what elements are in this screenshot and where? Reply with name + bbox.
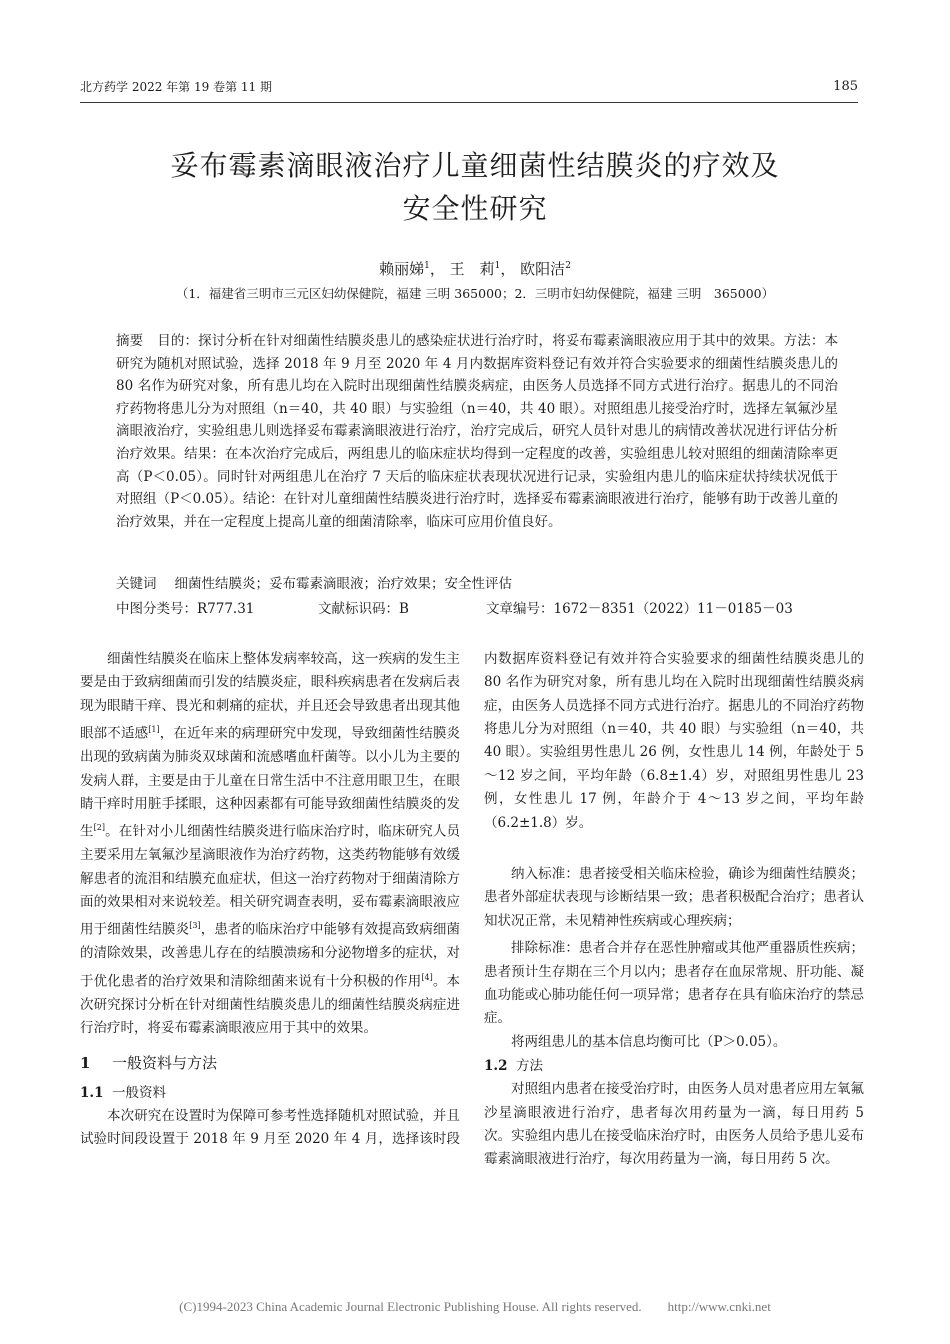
citation: [1] <box>148 725 160 735</box>
subsection-number: 1.2 <box>484 1058 508 1075</box>
keywords <box>116 573 838 595</box>
author-name: 欧阳洁 <box>520 260 566 278</box>
subsection-heading <box>80 1081 460 1105</box>
citation: [2] <box>93 823 105 833</box>
subsection-heading <box>484 1054 864 1078</box>
citation: [4] <box>421 972 433 982</box>
method-paragraph: 对照组内患者在接受治疗时，由医务人员对患者应用左氧氟沙星滴眼液进行治疗，患者每次用药量为一滴，每日用药 5 次。实验组内患儿在接受临床治疗时，由医务人员给予患儿妥布霉素滴眼液进行治疗，每次用药量为一滴，每日用药 5 次。 <box>484 1081 864 1168</box>
title-line-2: 安全性研究 <box>402 192 548 225</box>
section-number: 1 <box>80 1053 91 1072</box>
subsection-title: 方法 <box>516 1058 543 1075</box>
keywords-label: 关键词 <box>116 576 157 592</box>
keywords-text: 细菌性结膜炎；妥布霉素滴眼液；治疗效果；安全性评估 <box>174 576 512 592</box>
document-code: 文献标识码：B <box>318 601 409 617</box>
intro-text: 。本次研究探讨分析在针对细菌性结膜炎患儿的细菌性结膜炎病症进行治疗时，将妥布霉素滴眼液应用于其中的效果。 <box>80 973 461 1037</box>
author-name: 王 莉 <box>449 260 495 278</box>
author-separator: ， <box>429 260 445 278</box>
author-affil-mark: 2 <box>565 261 571 271</box>
author-name: 赖丽娣 <box>379 260 425 278</box>
methods-paragraph: 本次研究在设置时为保障可参考性选择随机对照试验，并且试验时间段设置于 2018 年 9 月至 2020 年 4 月，选择该时段 <box>80 1107 460 1147</box>
section-title: 一般资料与方法 <box>112 1053 218 1072</box>
right-column <box>484 648 864 1172</box>
methods-text-continued: 内数据库资料登记有效并符合实验要求的细菌性结膜炎患儿的 80 名作为研究对象，所有患儿均在入院时出现细菌性结膜炎病症，由医务人员选择不同方式进行治疗。据患儿的不同治疗药物将患儿分为对照组（n＝40，共 40 眼）与实验组（n＝40，共 40 眼）。实验组男性患儿 26 例，女性患儿 14 例，年龄处于 5～12 岁之间，平均年龄（6.8±1.4）岁，对照组男性患儿 23 例，女性患儿 17 例，年龄介于 4～13 岁之间，平均年龄（6.2±1.8）岁。 <box>484 650 864 831</box>
running-header <box>80 76 858 103</box>
copyright-footer: (C)1994-2023 China Academic Journal Electronic Publishing House. All rights reserved. http://www.cnki.net <box>179 1299 771 1314</box>
section-heading <box>80 1051 460 1075</box>
citation: [3] <box>189 921 201 931</box>
article-number: 文章编号：1672－8351（2022）11－0185－03 <box>486 601 793 617</box>
inclusion-criteria: 纳入标准：患者接受相关临床检验，确诊为细菌性结膜炎；患者外部症状表现与诊断结果一致；患者积极配合治疗；患者认知状况正常，未见精神性疾病或心理疾病； <box>484 866 864 929</box>
author-affil-mark: 1 <box>424 261 430 271</box>
intro-paragraph <box>80 648 460 1041</box>
intro-text: ，在近年来的病理研究中发现，导致细菌性结膜炎出现的致病菌为肺炎双球菌和流感嗜血杆菌等。以小儿为主要的发病人群，主要是由于儿童在日常生活中不注意用眼卫生，在眼睛干痒时用脏手揉眼，这种因素都有可能导致细菌性结膜炎的发生 <box>80 725 461 840</box>
subsection-title: 一般资料 <box>112 1084 166 1101</box>
left-column <box>80 648 460 1152</box>
baseline-comparison: 将两组患儿的基本信息均衡可比（P＞0.05）。 <box>511 1033 787 1050</box>
intro-text: ，患者的临床治疗中能够有效提高致病细菌的清除效果，改善患儿存在的结膜溃疡和分泌物增多的症状，对于优化患者的治疗效果和清除细菌来说有十分积极的作用 <box>80 921 461 990</box>
abstract-label: 摘要 <box>116 333 144 349</box>
author-affil-mark: 1 <box>494 261 501 271</box>
article-title <box>80 144 870 230</box>
journal-name: 北方药学 2022 年第 19 卷第 11 期 <box>80 80 272 94</box>
exclusion-criteria: 排除标准：患者合并存在恶性肿瘤或其他严重器质性疾病；患者预计生存期在三个月以内；患者存在血尿常规、肝功能、凝血功能或心肺功能任何一项异常；患者存在具有临床治疗的禁忌症。 <box>484 940 864 1027</box>
affiliation: （1．福建省三明市三元区妇幼保健院，福建 三明 365000；2．三明市妇幼保健院，福建 三明 365000） <box>175 286 775 301</box>
intro-text: 细菌性结膜炎在临床上整体发病率较高，这一疾病的发生主要是由于致病细菌而引发的结膜炎症，眼科疾病患者在发病后表现为眼睛干痒、畏光和刺痛的症状，并且还会导致患者出现其他眼部不适感 <box>80 651 460 742</box>
clc-number: 中图分类号：R777.31 <box>116 601 255 617</box>
title-line-1: 妥布霉素滴眼液治疗儿童细菌性结膜炎的疗效及 <box>170 149 780 182</box>
author-separator: ， <box>500 260 516 278</box>
methods-paragraph-continued <box>484 648 864 859</box>
abstract <box>116 330 838 533</box>
abstract-text: 目的：探讨分析在针对细菌性结膜炎患儿的感染症状进行治疗时，将妥布霉素滴眼液应用于其中的效果。方法：本研究为随机对照试验，选择 2018 年 9 月至 2020 年 4 月内数据库资料登记有效并符合实验要求的细菌性结膜炎患儿的 80 名作为研究对象，所有患儿均在入院时出现细菌性结膜炎病症，由医务人员选择不同方式进行治疗。据患儿的不同治疗药物将患儿分为对照组（n＝40，共 40 眼）与实验组（n＝40，共 40 眼）。对照组患儿接受治疗时，选择左氧氟沙星滴眼液治疗，实验组患儿则选择妥布霉素滴眼液进行治疗，治疗完成后，研究人员针对患儿的病情改善状况进行评估分析治疗效果。结果：在本次治疗完成后，两组患儿的临床症状均得到一定程度的改善，实验组患儿较对照组的细菌清除率更高（P＜0.05）。同时针对两组患儿在治疗 7 天后的临床症状表现状况进行记录，实验组内患儿的临床症状持续状况低于对照组（P＜0.05）。结论：在针对儿童细菌性结膜炎进行治疗时，选择妥布霉素滴眼液进行治疗，能够有助于改善儿童的治疗效果，并在一定程度上提高儿童的细菌清除率，临床可应用价值良好。 <box>116 333 839 530</box>
page-number: 185 <box>833 79 858 94</box>
intro-text: 。在针对小儿细菌性结膜炎进行临床治疗时，临床研究人员主要采用左氧氟沙星滴眼液作为治疗药物，这类药物能够有效缓解患者的流泪和结膜充血症状，但这一治疗药物对于细菌清除方面的效果相对来说较差。相关研究调查表明，妥布霉素滴眼液应用于细菌性结膜炎 <box>80 823 461 938</box>
author-list <box>80 255 870 280</box>
subsection-number: 1.1 <box>80 1084 104 1101</box>
